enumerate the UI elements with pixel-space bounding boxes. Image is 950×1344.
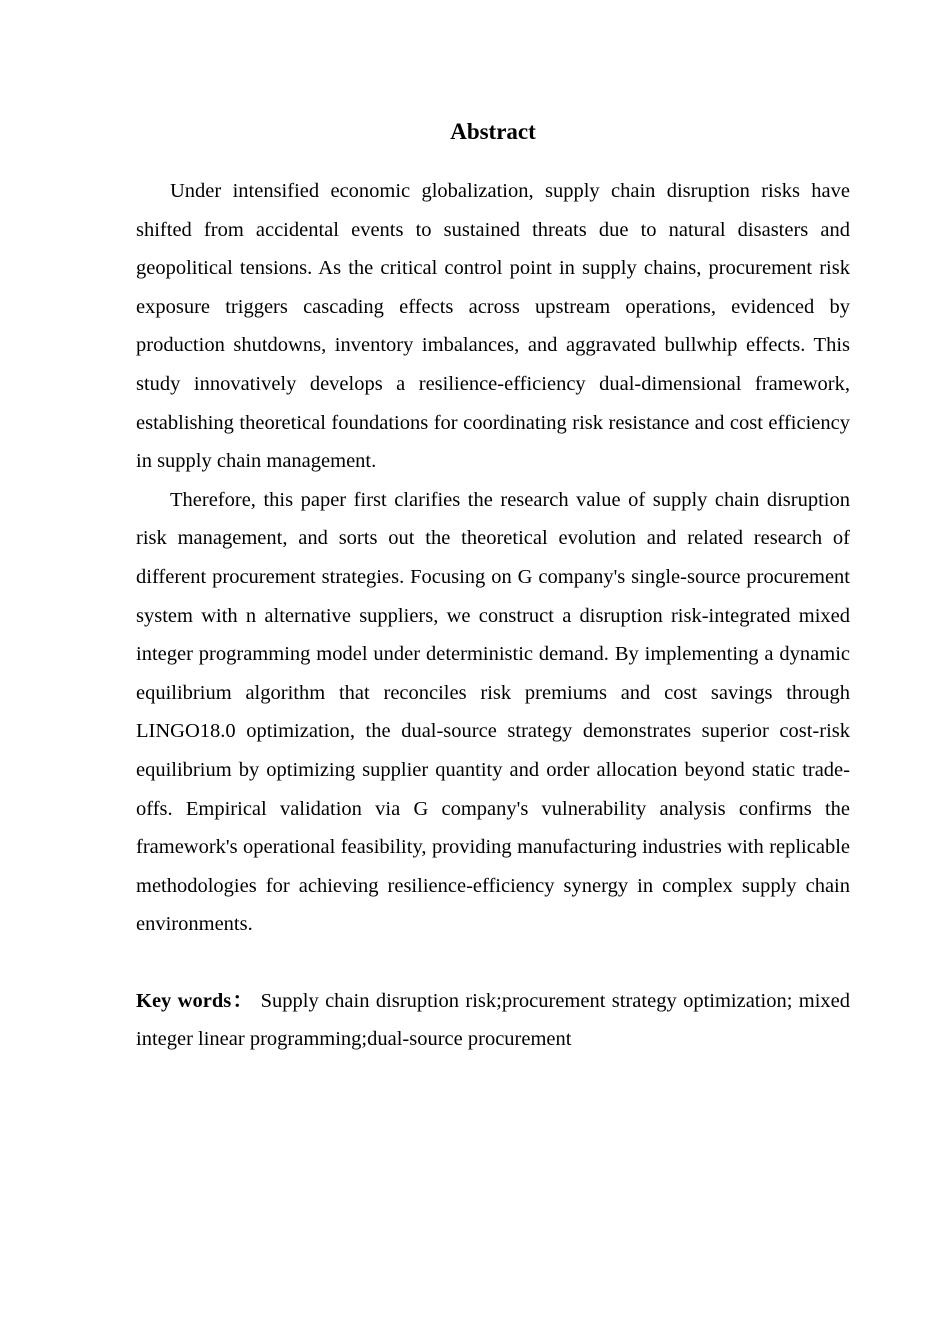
abstract-paragraph-2: Therefore, this paper first clarifies the research value of supply chain disruption risk management, and sorts out the theoretical evolution and related research of different procurement strategies. Focusing on G company's single-source procurement system with n alternative suppliers, we construct a disruption risk-integrated mixed integer programming model under deterministic demand. By implementing a dynamic equilibrium algorithm that reconciles risk premiums and cost savings through LINGO18.0 optimization, the dual-source strategy demonstrates superior cost-risk equilibrium by optimizing supplier quantity and order allocation beyond static trade-offs. Empirical validation via G company's vulnerability analysis confirms the framework's operational feasibility, providing manufacturing industries with replicable methodologies for achieving resilience-efficiency synergy in complex supply chain environments. [136,488,850,936]
keywords-line [136,982,850,1059]
abstract-title: Abstract [450,119,536,144]
keywords-label: Key words： [136,989,255,1012]
abstract-page [136,112,850,1059]
abstract-paragraph-1: Under intensified economic globalization, supply chain disruption risks have shifted from accidental events to sustained threats due to natural disasters and geopolitical tensions. As the critical control point in supply chains, procurement risk exposure triggers cascading effects across upstream operations, evidenced by production shutdowns, inventory imbalances, and aggravated bullwhip effects. This study innovatively develops a resilience-efficiency dual-dimensional framework, establishing theoretical foundations for coordinating risk resistance and cost efficiency in supply chain management. [136,180,850,473]
keywords-text: Supply chain disruption risk;procurement strategy optimization; mixed integer linear programming;dual-source procurement [136,989,851,1051]
